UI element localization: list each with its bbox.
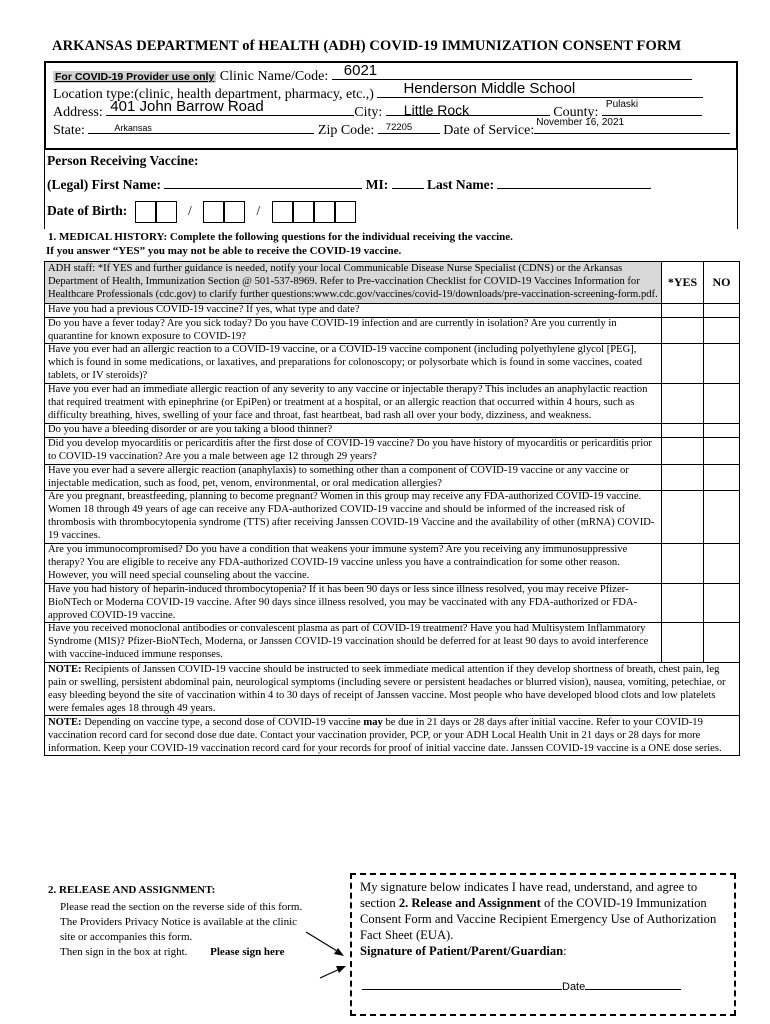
medical-warning: If you answer “YES” you may not be able to receive the COVID-19 vaccine. [46,245,402,257]
note-label: NOTE: [48,717,82,728]
question-10: Have you had history of heparin-induced thrombocytopenia? If it has been 90 days or less since illness resolved, you may receive Pfizer-BioNTech or Moderna COVID-19 vaccine. After 90 days since illness resolved, you may be vaccinated with any FDA-authorized or FDA-approved COVID-19 vaccine. [45,583,662,623]
dob-label: Date of Birth: [47,203,128,219]
person-section [44,149,738,229]
question-5: Do you have a bleeding disorder or are you taking a blood thinner? [45,423,662,437]
provider-section [44,61,738,150]
no-cell[interactable] [704,317,740,344]
location-field[interactable] [377,80,703,98]
zip-value: 72205 [385,122,413,133]
provider-use-tag: For COVID-19 Provider use only [55,71,215,83]
yes-cell[interactable] [662,344,704,384]
question-6: Did you develop myocarditis or pericarditis after the first dose of COVID-19 vaccine? Do you have history of myocarditis or pericarditis prior to COVID-19 vaccination? Are you a male between age 12 through 29 years? [45,437,662,464]
table-row [45,491,740,544]
last-name-label: Last Name: [426,177,495,192]
signature-label-line [360,943,726,959]
signature-date-line [362,979,681,995]
state-field[interactable] [88,121,314,134]
county-label: County: [553,105,599,120]
question-3: Have you ever had an allergic reaction to a COVID-19 vaccine, or a COVID-19 vaccine component (including polyethylene glycol [PEG], which is found in some medications, or laxatives, and preparations for colonoscopy; or polysorbate which is found in some vaccines, coated tablets, or IV steroids)? [45,344,662,384]
signature-label: Signature of Patient/Parent/Guardian [360,944,564,958]
state-value: Arkansas [114,123,152,133]
note-emphasis: may [363,717,383,728]
sign-here-label: Please sign here [210,946,285,958]
clinic-line [53,62,692,85]
table-row [45,544,740,584]
date-of-service-value: November 16, 2021 [536,117,625,128]
table-row [45,384,740,424]
clinic-field[interactable] [332,62,692,80]
note-text: Recipients of Janssen COVID-19 vaccine should be instructed to seek immediate medical attention if they develop shortness of breath, chest pain, leg pain or swelling, persistent abdominal pain, neurological symptoms (including severe or persistent headaches or blurred vision), nausea, vomiting, petechiae, or easy bleeding beyond the site of vaccination within 4 to 30 days of receipt of Janssen vaccine. Most people who have developed blood clots and low platelets were females ages 18 through 49 years. [48,664,726,714]
yes-cell[interactable] [662,544,704,584]
statement-emphasis: 2. Release and Assignment [398,896,541,910]
signature-date-field[interactable] [585,980,681,990]
no-cell[interactable] [704,544,740,584]
arrow-down-right-icon [306,932,344,956]
zip-label: Zip Code: [317,123,375,138]
signature-statement [360,879,726,943]
janssen-note [44,662,740,716]
county-field[interactable] [602,99,702,116]
yes-cell[interactable] [662,464,704,491]
dob-line [47,201,356,223]
date-of-service-label: Date of Service: [443,123,535,138]
question-9: Are you immunocompromised? Do you have a condition that weakens your immune system? Are you receiving any immunosuppressive therapy? You are eligible to receive any FDA-authorized COVID-19 vaccine unless you have a contraindication for some other reason. However, you will need special counseling about the vaccine. [45,544,662,584]
date-of-service-field[interactable] [534,117,730,134]
name-line [47,177,651,193]
dob-day-boxes[interactable] [203,201,245,223]
location-label: Location type:(clinic, health department, pharmacy, etc.,) [53,87,374,102]
first-name-label: (Legal) First Name: [47,177,161,192]
no-cell[interactable] [704,437,740,464]
table-row [45,303,740,317]
yes-header: *YES [662,262,704,304]
statement-text: of the COVID-19 Immunization Consent Form and Vaccine Recipient Emergency Use of Authorization Fact Sheet (EUA). [360,896,717,942]
no-cell[interactable] [704,464,740,491]
address-value: 401 John Barrow Road [110,98,264,115]
no-cell[interactable] [704,344,740,384]
state-line [53,117,730,139]
clinic-value: 6021 [343,62,378,79]
question-11: Have you received monoclonal antibodies or convalescent plasma as part of COVID-19 treatment? Have you had Multisystem Inflammatory Syndrome (MIS)? Pfizer-BioNTech, Moderna, or Janssen COVID-19 vaccination should be deferred for at least 90 days to avoid interference with vaccine-induced immune responses. [45,623,662,663]
no-cell[interactable] [704,303,740,317]
table-row [45,437,740,464]
yes-cell[interactable] [662,623,704,663]
dob-slash-2: / [256,203,261,219]
question-8: Are you pregnant, breastfeeding, planning to become pregnant? Women in this group may receive any FDA-authorized COVID-19 vaccine. Women 18 through 49 years of age can receive any FDA-authorized COVID-19 vaccine and should be informed of the increased risk of thrombosis with thrombocytopenia syndrome (TTS) after receiving Janssen COVID-19 Vaccine and the availability of other (mRNA) COVID-19 vaccines. [45,491,662,544]
question-2: Do you have a fever today? Are you sick today? Do you have COVID-19 infection and are currently in isolation? Are you currently in quarantine for known exposure to COVID-19? [45,317,662,344]
no-cell[interactable] [704,491,740,544]
form-title: ARKANSAS DEPARTMENT of HEALTH (ADH) COVID-19 IMMUNIZATION CONSENT FORM [52,38,682,54]
yes-cell[interactable] [662,423,704,437]
address-field[interactable] [106,98,354,116]
note-label: NOTE: [48,664,82,675]
arrow-up-right-icon [320,966,346,978]
release-line: The Providers Privacy Notice is available at the clinic [60,916,298,928]
address-label: Address: [53,105,103,120]
mi-label: MI: [365,177,389,192]
second-dose-note [44,715,740,756]
table-row [45,623,740,663]
city-label: City: [354,105,383,120]
signature-colon: : [563,944,567,958]
county-value: Pulaski [605,99,639,110]
mi-field[interactable] [392,178,424,189]
no-cell[interactable] [704,583,740,623]
release-line: Then sign in the box at right. [60,946,188,958]
note-text: be due in 21 days or 28 days after initial vaccine. Refer to your COVID-19 vaccination record card for second dose due date. Contact your vaccination provider, PCP, or your ADH Local Health Unit in 21 days or 28 days for more information. Keep your COVID-19 vaccination record card for your records for proof of initial vaccine date. Janssen COVID-19 vaccine is a ONE dose series. [48,717,722,754]
first-name-field[interactable] [164,178,362,189]
table-row [45,583,740,623]
table-header-row [45,262,740,304]
note-text: Depending on vaccine type, a second dose of COVID-19 vaccine [81,717,364,728]
yes-cell[interactable] [662,583,704,623]
dob-year-boxes[interactable] [272,201,356,223]
yes-cell[interactable] [662,317,704,344]
arrow-icons [300,930,350,985]
clinic-label: Clinic Name/Code: [219,69,329,84]
question-4: Have you ever had an immediate allergic reaction of any severity to any vaccine or injectable therapy? This includes an anaphylactic reaction that required treatment with epinephrine (or EpiPen) or treatment at a hospital, or an allergic reaction that occurred within 4 hours, such as difficulty breathing, hives, swelling of your face and throat, fast heartbeat, bad rash all over your body, dizziness, and weakness. [45,384,662,424]
person-heading: Person Receiving Vaccine: [47,153,199,168]
date-label: Date [562,981,586,993]
table-row [45,423,740,437]
location-value: Henderson Middle School [403,80,576,97]
yes-cell[interactable] [662,437,704,464]
table-row [45,464,740,491]
signature-box [350,873,736,1016]
table-row [45,317,740,344]
city-value: Little Rock [403,102,470,118]
city-field[interactable] [386,103,550,116]
release-line: Please read the section on the reverse side of this form. [60,901,303,913]
dob-month-boxes[interactable] [135,201,177,223]
staff-note: ADH staff: *If YES and further guidance is needed, notify your local Communicable Disease Nurse Specialist (CDNS) or the Arkansas Department of Health, Immunization Section @ 501-537-8969. Refer to Pre-vaccination Checklist for COVID-19 Vaccines Information for Healthcare Professionals (cdc.gov) to clarify further questions:www.cdc.gov/vaccines/covid-19/downloads/pre-vaccination-screening-form.pdf. [45,262,662,304]
medical-heading: 1. MEDICAL HISTORY: Complete the following questions for the individual receiving the vaccine. [48,231,513,243]
signature-field[interactable] [362,980,562,990]
question-1: Have you had a previous COVID-19 vaccine? If yes, what type and date? [45,303,662,317]
yes-cell[interactable] [662,303,704,317]
no-cell[interactable] [704,423,740,437]
last-name-field[interactable] [497,178,651,189]
state-label: State: [53,123,85,138]
release-instructions [60,900,302,960]
no-header: NO [704,262,740,304]
table-row [45,344,740,384]
statement-text: My signature below indicates I have read, understand, and agree to section [360,880,698,910]
zip-field[interactable] [378,121,440,134]
release-line: site or accompanies this form. [60,931,193,943]
yes-cell[interactable] [662,491,704,544]
no-cell[interactable] [704,623,740,663]
medical-history-table [44,261,740,663]
question-7: Have you ever had a severe allergic reaction (anaphylaxis) to something other than a component of COVID-19 vaccine or any vaccine or injectable medication, such as food, pet, venom, environmental, or oral medication allergies? [45,464,662,491]
no-cell[interactable] [704,384,740,424]
yes-cell[interactable] [662,384,704,424]
dob-slash-1: / [187,203,192,219]
release-heading: 2. RELEASE AND ASSIGNMENT: [48,884,216,896]
